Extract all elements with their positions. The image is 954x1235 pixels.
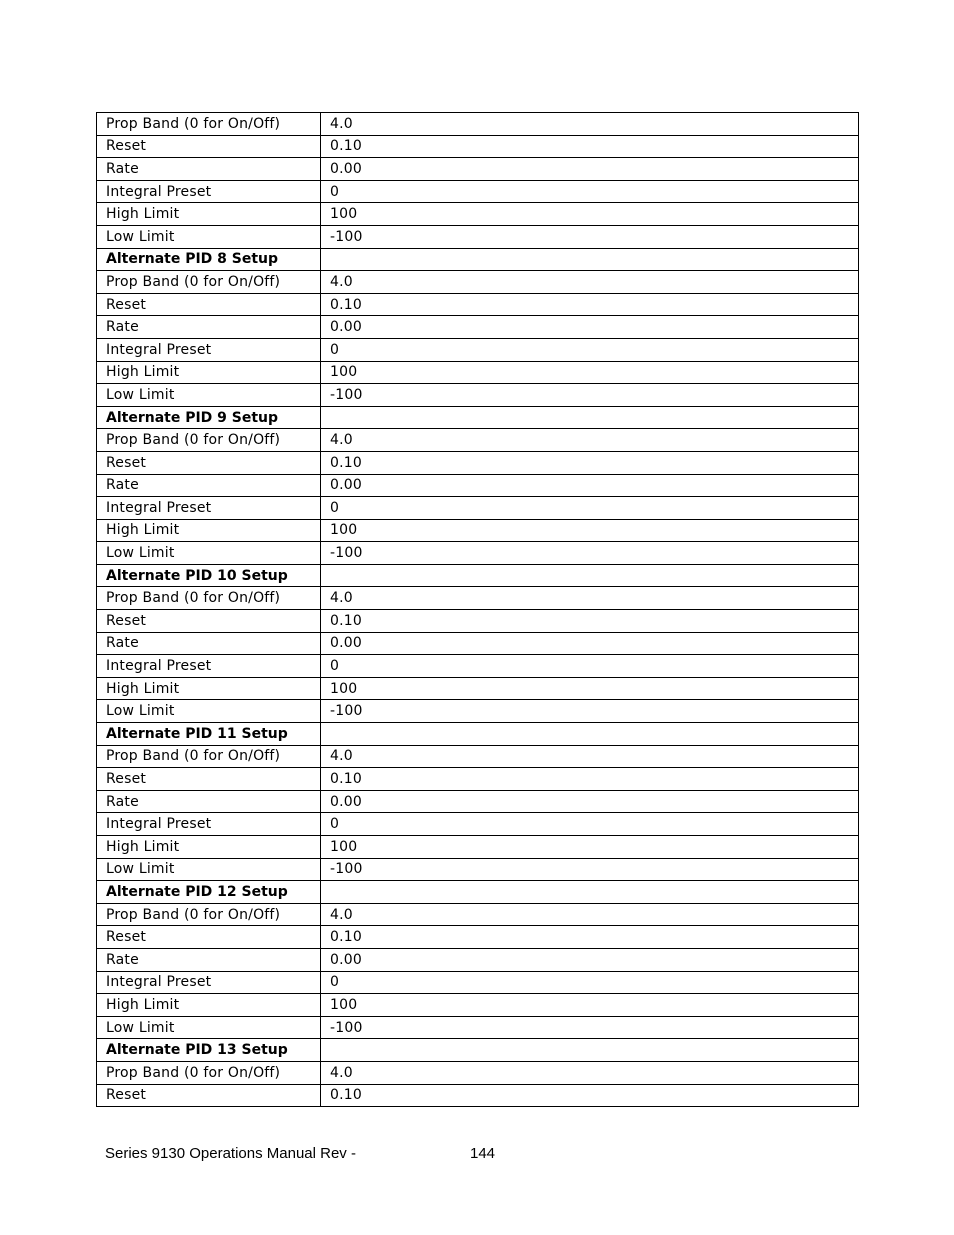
parameter-value: -100 [321, 700, 859, 723]
table-row [97, 271, 859, 294]
table-row [97, 135, 859, 158]
section-header-row [97, 248, 859, 271]
parameter-value [321, 723, 859, 746]
parameter-label: High Limit [97, 994, 321, 1017]
parameter-label: High Limit [97, 203, 321, 226]
pid-settings-table-body [97, 113, 859, 1107]
pid-settings-table [96, 112, 859, 1107]
parameter-value: 0.10 [321, 293, 859, 316]
parameter-label: Prop Band (0 for On/Off) [97, 745, 321, 768]
parameter-value [321, 1039, 859, 1062]
table-row [97, 113, 859, 136]
parameter-value: 0.00 [321, 790, 859, 813]
parameter-value: -100 [321, 542, 859, 565]
parameter-value: 0 [321, 497, 859, 520]
parameter-label: Prop Band (0 for On/Off) [97, 113, 321, 136]
footer-manual-title: Series 9130 Operations Manual Rev - [105, 1145, 356, 1162]
section-title: Alternate PID 12 Setup [97, 881, 321, 904]
parameter-value: -100 [321, 384, 859, 407]
table-row [97, 587, 859, 610]
table-row [97, 1084, 859, 1107]
parameter-value: 100 [321, 203, 859, 226]
table-row [97, 519, 859, 542]
parameter-label: Low Limit [97, 1016, 321, 1039]
parameter-label: Integral Preset [97, 813, 321, 836]
parameter-label: Prop Band (0 for On/Off) [97, 429, 321, 452]
table-row [97, 700, 859, 723]
parameter-value: 0.00 [321, 158, 859, 181]
table-row [97, 451, 859, 474]
table-row [97, 1016, 859, 1039]
parameter-label: Rate [97, 316, 321, 339]
table-row [97, 610, 859, 633]
parameter-label: Rate [97, 474, 321, 497]
parameter-label: Prop Band (0 for On/Off) [97, 1061, 321, 1084]
table-row [97, 361, 859, 384]
parameter-value: 0.00 [321, 632, 859, 655]
table-row [97, 813, 859, 836]
section-title: Alternate PID 11 Setup [97, 723, 321, 746]
parameter-label: Low Limit [97, 225, 321, 248]
table-row [97, 225, 859, 248]
table-row [97, 677, 859, 700]
parameter-value: 0.00 [321, 474, 859, 497]
section-header-row [97, 406, 859, 429]
parameter-value: 100 [321, 361, 859, 384]
parameter-label: Integral Preset [97, 971, 321, 994]
parameter-value [321, 248, 859, 271]
parameter-value: 4.0 [321, 1061, 859, 1084]
parameter-value: 4.0 [321, 271, 859, 294]
section-title: Alternate PID 8 Setup [97, 248, 321, 271]
parameter-value: 4.0 [321, 903, 859, 926]
parameter-value: 100 [321, 994, 859, 1017]
table-row [97, 836, 859, 859]
parameter-label: High Limit [97, 361, 321, 384]
parameter-value [321, 406, 859, 429]
section-title: Alternate PID 13 Setup [97, 1039, 321, 1062]
table-row [97, 384, 859, 407]
parameter-label: Low Limit [97, 858, 321, 881]
parameter-value: 4.0 [321, 745, 859, 768]
table-row [97, 180, 859, 203]
section-header-row [97, 723, 859, 746]
parameter-value: 0.00 [321, 948, 859, 971]
table-row [97, 768, 859, 791]
parameter-value: 0 [321, 971, 859, 994]
parameter-label: Reset [97, 768, 321, 791]
table-row [97, 632, 859, 655]
parameter-label: Reset [97, 451, 321, 474]
parameter-label: Prop Band (0 for On/Off) [97, 903, 321, 926]
parameter-value: -100 [321, 1016, 859, 1039]
parameter-value: -100 [321, 225, 859, 248]
table-row [97, 948, 859, 971]
table-row [97, 158, 859, 181]
parameter-value: 4.0 [321, 587, 859, 610]
table-row [97, 316, 859, 339]
section-header-row [97, 564, 859, 587]
table-row [97, 994, 859, 1017]
parameter-value: 0.10 [321, 1084, 859, 1107]
parameter-value: 0 [321, 813, 859, 836]
parameter-label: Rate [97, 632, 321, 655]
parameter-label: Rate [97, 948, 321, 971]
parameter-value: 100 [321, 519, 859, 542]
parameter-label: Reset [97, 293, 321, 316]
section-title: Alternate PID 9 Setup [97, 406, 321, 429]
parameter-label: Rate [97, 790, 321, 813]
table-row [97, 293, 859, 316]
parameter-label: High Limit [97, 519, 321, 542]
table-row [97, 1061, 859, 1084]
parameter-label: Reset [97, 926, 321, 949]
parameter-value: 4.0 [321, 113, 859, 136]
parameter-value [321, 881, 859, 904]
parameter-value: 0.10 [321, 451, 859, 474]
parameter-value: 0.10 [321, 610, 859, 633]
parameter-value: 0 [321, 338, 859, 361]
table-row [97, 926, 859, 949]
table-row [97, 542, 859, 565]
table-row [97, 858, 859, 881]
parameter-label: Prop Band (0 for On/Off) [97, 587, 321, 610]
parameter-value: 0.10 [321, 926, 859, 949]
parameter-label: Integral Preset [97, 338, 321, 361]
parameter-label: Rate [97, 158, 321, 181]
table-row [97, 790, 859, 813]
parameter-value [321, 564, 859, 587]
parameter-value: 0 [321, 655, 859, 678]
parameter-label: Integral Preset [97, 180, 321, 203]
parameter-label: Low Limit [97, 384, 321, 407]
parameter-value: 0.10 [321, 135, 859, 158]
parameter-label: Prop Band (0 for On/Off) [97, 271, 321, 294]
page-number: 144 [470, 1145, 496, 1162]
parameter-value: 0.00 [321, 316, 859, 339]
parameter-value: -100 [321, 858, 859, 881]
table-row [97, 474, 859, 497]
table-row [97, 971, 859, 994]
table-row [97, 903, 859, 926]
table-row [97, 745, 859, 768]
parameter-value: 0 [321, 180, 859, 203]
parameter-label: Low Limit [97, 542, 321, 565]
parameter-label: High Limit [97, 836, 321, 859]
parameter-label: Integral Preset [97, 497, 321, 520]
section-header-row [97, 881, 859, 904]
table-row [97, 429, 859, 452]
parameter-value: 100 [321, 677, 859, 700]
table-row [97, 338, 859, 361]
section-header-row [97, 1039, 859, 1062]
section-title: Alternate PID 10 Setup [97, 564, 321, 587]
parameter-label: High Limit [97, 677, 321, 700]
table-row [97, 203, 859, 226]
parameter-label: Reset [97, 1084, 321, 1107]
parameter-label: Integral Preset [97, 655, 321, 678]
parameter-value: 100 [321, 836, 859, 859]
table-row [97, 655, 859, 678]
parameter-value: 4.0 [321, 429, 859, 452]
parameter-value: 0.10 [321, 768, 859, 791]
parameter-label: Reset [97, 610, 321, 633]
parameter-label: Reset [97, 135, 321, 158]
table-row [97, 497, 859, 520]
parameter-label: Low Limit [97, 700, 321, 723]
